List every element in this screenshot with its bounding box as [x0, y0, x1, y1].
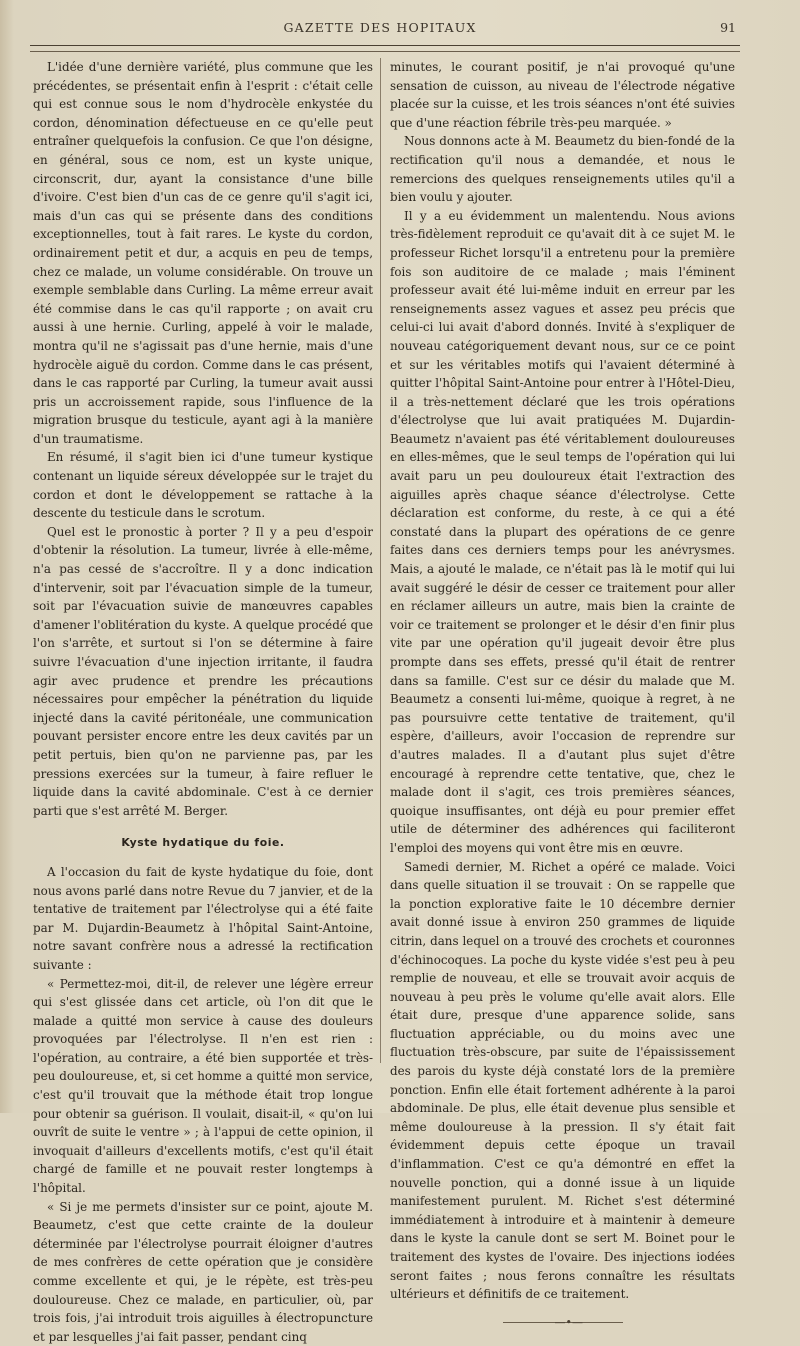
paragraph: En résumé, il s'agit bien ici d'une tumeur kystique contenant un liquide séreux développée sur le trajet du cordon et dont le développement se rattache à la descente du testicule dans le scrotum.	[33, 450, 373, 521]
paragraph: Samedi dernier, M. Richet a opéré ce malade. Voici dans quelle situation il se trouvait : On se rappelle que la ponction explorative faite le 10 décembre dernier avait donné issue à environ 250 grammes de liquide citrin, dans lequel on a trouvé des crochets et couronnes d'échinocoques. La poche du kyste vidée s'est peu à peu remplie de nouveau, et elle se trouvait avoir acquis de nouveau à peu près le volume qu'elle avait alors. Elle était dure, presque d'une apparence solide, sans fluctuation appréciable, ou du moins avec une fluctuation très-obscure, par suite de l'épaississement des parois du kyste déjà constaté lors de la première ponction. Enfin elle était fortement adhérente à la paroi abdominale. De plus, elle était devenue plus sensible et même douloureuse à la pression. Il s'y était fait évidemment depuis cette époque un travail d'inflammation. C'est ce qu'a démontré en effet la nouvelle ponction, qui a donné issue à un liquide manifestement purulent. M. Richet s'est déterminé immédiatement à introduire et à maintenir à demeure dans le kyste la canule dont se sert M. Boinet pour le traitement des kystes de l'ovaire. Des injections iodées seront faites ; nous ferons connaître les résultats ultérieurs et définitifs de ce traitement.	[390, 859, 735, 1302]
paragraph: Nous donnons acte à M. Beaumetz du bien-fondé de la rectification qu'il nous a demandée, et nous le remercions des quelques renseignements utiles qu'il a bien voulu y ajouter.	[390, 134, 735, 205]
journal-title: GAZETTE DES HOPITAUX	[283, 20, 477, 35]
paragraph: minutes, le courant positif, je n'ai provoqué qu'une sensation de cuisson, au niveau de l'électrode négative placée sur la cuisse, et les trois séances n'ont été suivies que d'une réaction fébrile très-peu marquée. »	[390, 60, 735, 130]
paragraph: « Si je me permets d'insister sur ce point, ajoute M. Beaumetz, c'est que cette crainte de la douleur déterminée par l'électrolyse pourrait éloigner d'autres de mes confrères de cette opération que je considère comme excellente et qui, je le répète, est très-peu douloureuse. Chez ce malade, en particulier, où, par trois fois, j'ai introduit trois aiguilles à électropuncture et par lesquelles j'ai fait passer, pendant cinq	[33, 1199, 373, 1344]
page-header	[30, 20, 736, 40]
left-column	[33, 58, 373, 1346]
column-divider	[380, 58, 381, 1063]
page-number: 91	[720, 20, 736, 35]
section-title: Kyste hydatique du foie.	[121, 836, 285, 850]
paragraph: Quel est le pronostic à porter ? Il y a peu d'espoir d'obtenir la résolution. La tumeur, livrée à elle-même, n'a pas cessé de s'accroître. Il y a donc indication d'intervenir, soit par l'évacuation simple de la tumeur, soit par l'évacuation suivie de manœuvres capables d'amener l'oblitération du kyste. A quelque procédé que l'on s'arrête, et surtout si l'on se détermine à faire suivre l'évacuation d'une injection irritante, il faudra agir avec prudence et prendre les précautions nécessaires pour empêcher la pénétration du liquide injecté dans la cavité péritonéale, une communication pouvant persister encore entre les deux cavités par un petit pertuis, bien qu'on ne parvienne pas, par les pressions exercées sur la tumeur, à faire refluer le liquide dans la cavité abdominale. C'est à ce dernier parti que s'est arrêté M. Berger.	[33, 524, 373, 818]
header-rule	[30, 45, 740, 46]
paragraph: A l'occasion du fait de kyste hydatique du foie, dont nous avons parlé dans notre Revue du 7 janvier, et de la tentative de traitement par l'électrolyse qui a été faite par M. Dujardin-Beaumetz à l'hôpital Saint-Antoine, notre savant confrère nous a adressé la rectification suivante :	[33, 864, 373, 972]
ornament-glyph: —•—	[554, 1315, 583, 1329]
right-column	[390, 58, 735, 1329]
header-rule-thin	[30, 51, 740, 52]
paragraph: L'idée d'une dernière variété, plus commune que les précédentes, se présentait enfin à l'esprit : c'était celle qui est connue sous le nom d'hydrocèle enkystée du cordon, dénomination défectueuse en ce qu'elle peut entraîner quelquefois la confusion. Ce que l'on désigne, en général, sous ce nom, est un kyste unique, circonscrit, dur, ayant la consistance d'une bille d'ivoire. C'est bien d'un cas de ce genre qu'il s'agit ici, mais d'un cas qui se présente dans des conditions exceptionnelles, tout à fait rares. Le kyste du cordon, ordinairement petit et dur, a acquis en peu de temps, chez ce malade, un volume considérable. On trouve un exemple semblable dans Curling. La même erreur avait été commise dans le cas qu'il rapporte ; on avait cru aussi à une hernie. Curling, appelé à voir le malade, montra qu'il ne s'agissait pas d'une hernie, mais d'une hydrocèle aiguë du cordon. Comme dans le cas présent, dans le cas rapporté par Curling, la tumeur avait aussi pris un accroissement rapide, sous l'influence de la migration brusque du testicule, ayant agi à la manière d'un traumatisme.	[33, 60, 373, 446]
paragraph: Il y a eu évidemment un malentendu. Nous avions très-fidèlement reproduit ce qu'avait dit à ce sujet M. le professeur Richet lorsqu'il a entretenu pour la première fois son auditoire de ce malade ; mais l'éminent professeur avait été lui-même induit en erreur par les renseignements assez vagues et assez peu précis que celui-ci lui avait d'abord donnés. Invité à s'expliquer de nouveau catégoriquement devant nous, sur ce ce point et sur les véritables motifs qui l'avaient déterminé à quitter l'hôpital Saint-Antoine pour entrer à l'Hôtel-Dieu, il a très-nettement déclaré que les trois opérations d'électrolyse que lui avait pratiquées M. Dujardin-Beaumetz n'avaient pas été véritablement douloureuses en elles-mêmes, que le seul temps de l'opération qui lui avait paru un peu douloureux était l'extraction des aiguilles après chaque séance d'électrolyse. Cette déclaration est conforme, du reste, à ce qui a été constaté dans la plupart des opérations de ce genre faites dans ces derniers temps pour les anévrysmes. Mais, a ajouté le malade, ce n'était pas là le motif qui lui avait suggéré le désir de cesser ce traitement pour aller en réclamer ailleurs un autre, mais bien la crainte de voir ce traitement se prolonger et le désir d'en finir plus vite par une opération qu'il jugeait devoir être plus prompte dans ses effets, pressé qu'il était de rentrer dans sa famille. C'est sur ce désir du malade que M. Beaumetz a consenti lui-même, quoique à regret, à ne pas poursuivre cette tentative de traitement, qu'il espère, d'ailleurs, avoir l'occasion de reprendre sur d'autres malades. Il a d'autant plus sujet d'être encouragé à reprendre cette tentative, que, chez le malade dont il s'agit, ces trois premières séances, quoique insuffisantes, ont déjà eu pour premier effet utile de déterminer des adhérences qui faciliteront l'emploi des moyens qui vont être mis en œuvre.	[390, 208, 735, 855]
end-ornament-rule	[503, 1315, 623, 1329]
paragraph: « Permettez-moi, dit-il, de relever une légère erreur qui s'est glissée dans cet article, où l'on dit que le malade a quitté mon service à cause des douleurs provoquées par l'électrolyse. Il n'en est rien : l'opération, au contraire, a été bien supportée et très-peu douloureuse, et, si cet homme a quitté mon service, c'est qu'il trouvait que la méthode était trop longue pour obtenir sa guérison. Il voulait, disait-il, « qu'on lui ouvrît de suite le ventre » ; à l'appui de cette opinion, il invoquait d'ailleurs d'excellents motifs, c'est qu'il était chargé de famille et ne pouvait rester longtemps à l'hôpital.	[33, 976, 373, 1196]
